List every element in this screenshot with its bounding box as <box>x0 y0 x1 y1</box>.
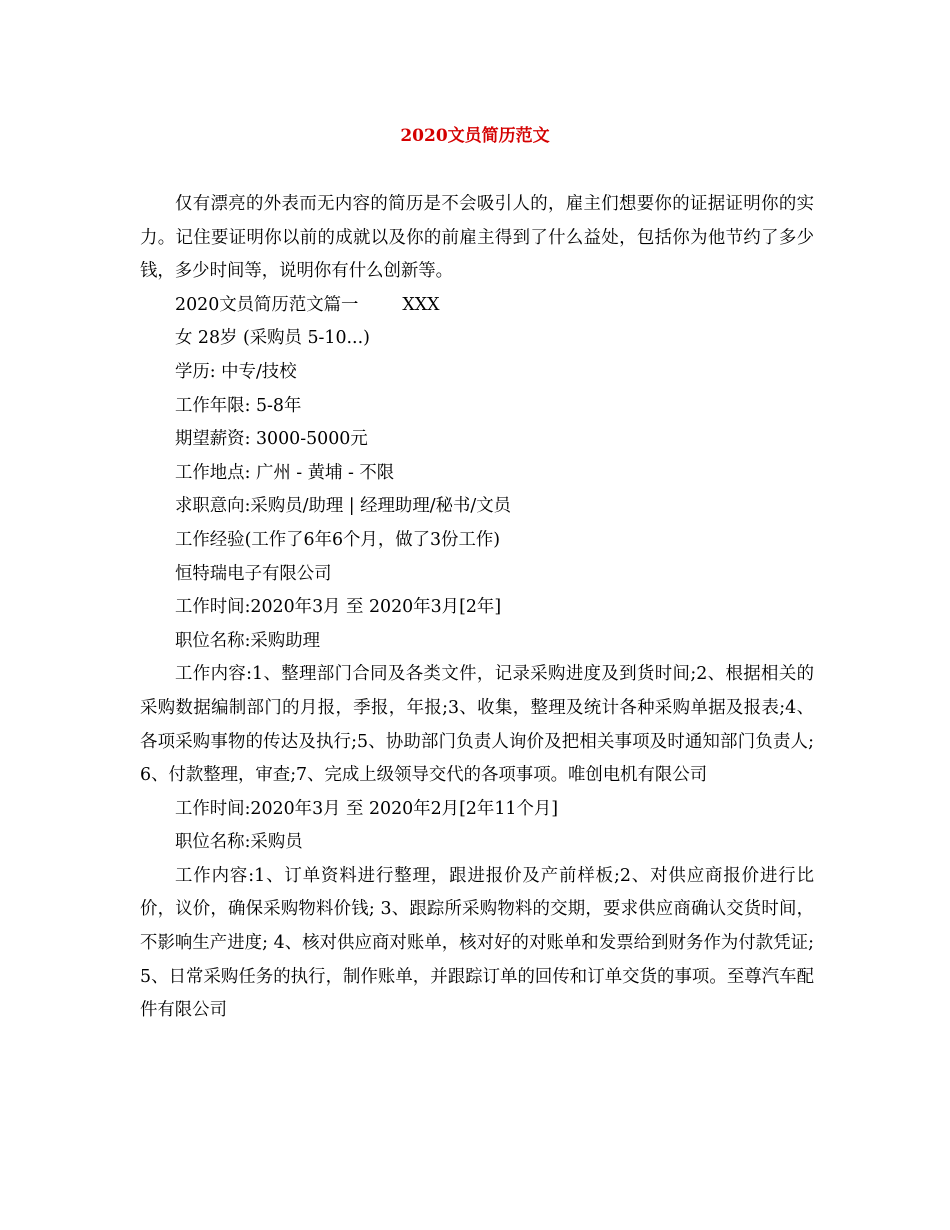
section-heading: 2020文员简历范文篇一 <box>175 294 359 315</box>
intro-paragraph: 仅有漂亮的外表而无内容的简历是不会吸引人的，雇主们想要你的证据证明你的实力。记住要证明你以前的成就以及你的前雇主得到了什么益处，包括你为他节约了多少钱，多少时间等，说明你有什么创新等。 <box>140 194 814 282</box>
job-time: 工作时间:2020年3月 至 2020年2月[2年11个月] <box>175 798 559 819</box>
section-heading-line <box>140 289 814 323</box>
work-years: 工作年限: 5-8年 <box>175 395 302 416</box>
candidate-name: XXX <box>402 294 440 315</box>
document-body <box>140 188 814 1028</box>
education: 学历: 中专/技校 <box>175 361 297 382</box>
company-name: 恒特瑞电子有限公司 <box>175 563 332 584</box>
job-title: 职位名称:采购员 <box>175 832 303 853</box>
job-title: 职位名称:采购助理 <box>175 630 320 651</box>
expected-salary: 期望薪资: 3000-5000元 <box>175 429 368 450</box>
work-location: 工作地点: 广州 - 黄埔 - 不限 <box>175 462 395 483</box>
basic-info: 女 28岁 (采购员 5-10...) <box>175 328 370 349</box>
job-time: 工作时间:2020年3月 至 2020年3月[2年] <box>175 597 502 618</box>
job-content: 工作内容:1、订单资料进行整理，跟进报价及产前样板;2、对供应商报价进行比价，议价，确保采购物料价钱; 3、跟踪所采购物料的交期，要求供应商确认交货时间，不影响生产进度; 4、核对供应商对账单，核对好的对账单和发票给到财务作为付款凭证; 5、日常采购任务的执行，制作账单，并跟踪订单的回传和订单交货的事项。至尊汽车配件有限公司 <box>140 865 814 1021</box>
job-intention: 求职意向:采购员/助理 | 经理助理/秘书/文员 <box>175 496 511 517</box>
document-title: 2020文员简历范文 <box>400 126 550 146</box>
job-content: 工作内容:1、整理部门合同及各类文件，记录采购进度及到货时间;2、根据相关的采购数据编制部门的月报，季报，年报;3、收集，整理及统计各种采购单据及报表;4、各项采购事物的传达及执行;5、协助部门负责人询价及把相关事项及时通知部门负责人;6、付款整理，审查;7、完成上级领导交代的各项事项。唯创电机有限公司 <box>140 664 814 786</box>
experience-summary: 工作经验(工作了6年6个月，做了3份工作) <box>175 529 501 550</box>
